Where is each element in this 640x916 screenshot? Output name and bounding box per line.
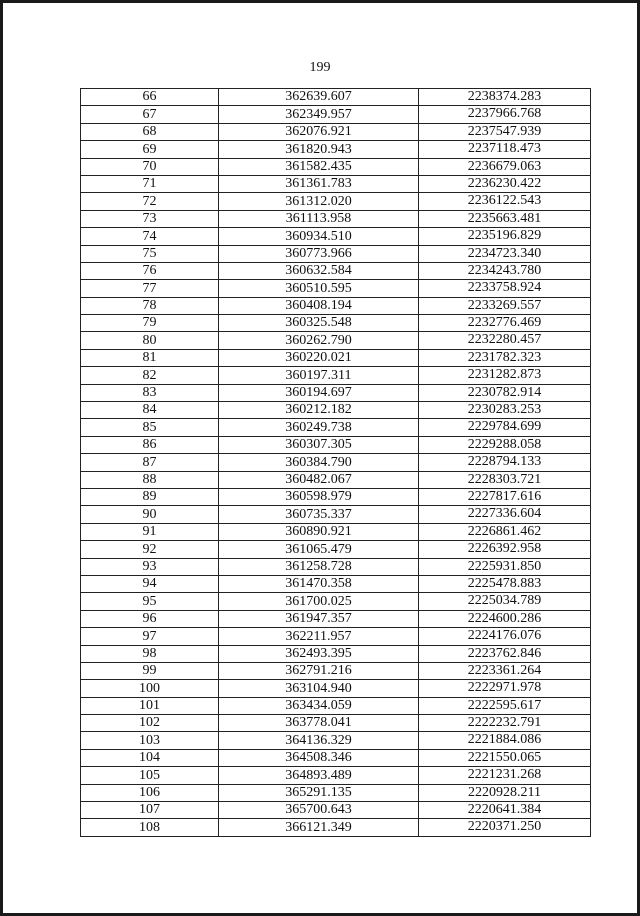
coordinate-table	[80, 88, 591, 837]
x-coordinate-cell: 362076.921	[219, 123, 419, 140]
table-row	[81, 749, 591, 766]
table-row	[81, 384, 591, 401]
y-coordinate-cell: 2234243.780	[419, 262, 591, 279]
y-coordinate-cell: 2223762.846	[419, 645, 591, 662]
point-number-cell: 72	[81, 193, 219, 210]
y-coordinate-cell: 2220928.211	[419, 784, 591, 801]
x-coordinate-cell: 365291.135	[219, 784, 419, 801]
point-number-cell: 96	[81, 610, 219, 627]
y-coordinate-cell: 2225034.789	[419, 593, 591, 610]
table-row	[81, 436, 591, 453]
x-coordinate-cell: 360194.697	[219, 384, 419, 401]
y-coordinate-cell: 2228794.133	[419, 454, 591, 471]
point-number-cell: 105	[81, 767, 219, 784]
y-coordinate-cell: 2237118.473	[419, 141, 591, 158]
x-coordinate-cell: 360773.966	[219, 245, 419, 262]
table-row	[81, 645, 591, 662]
table-row	[81, 228, 591, 245]
x-coordinate-cell: 361470.358	[219, 575, 419, 592]
y-coordinate-cell: 2234723.340	[419, 245, 591, 262]
x-coordinate-cell: 360482.067	[219, 471, 419, 488]
y-coordinate-cell: 2224176.076	[419, 628, 591, 645]
y-coordinate-cell: 2235663.481	[419, 210, 591, 227]
table-row	[81, 697, 591, 714]
table-row	[81, 349, 591, 366]
y-coordinate-cell: 2233758.924	[419, 280, 591, 297]
point-number-cell: 99	[81, 662, 219, 679]
x-coordinate-cell: 361113.958	[219, 210, 419, 227]
y-coordinate-cell: 2232280.457	[419, 332, 591, 349]
table-row	[81, 610, 591, 627]
x-coordinate-cell: 364508.346	[219, 749, 419, 766]
x-coordinate-cell: 360632.584	[219, 262, 419, 279]
table-row	[81, 593, 591, 610]
table-row	[81, 767, 591, 784]
y-coordinate-cell: 2226392.958	[419, 541, 591, 558]
table-row	[81, 262, 591, 279]
table-row	[81, 506, 591, 523]
x-coordinate-cell: 362791.216	[219, 662, 419, 679]
table-row	[81, 123, 591, 140]
x-coordinate-cell: 361820.943	[219, 141, 419, 158]
table-row	[81, 297, 591, 314]
table-row	[81, 193, 591, 210]
table-row	[81, 419, 591, 436]
point-number-cell: 75	[81, 245, 219, 262]
table-row	[81, 106, 591, 123]
point-number-cell: 71	[81, 175, 219, 192]
x-coordinate-cell: 360262.790	[219, 332, 419, 349]
point-number-cell: 77	[81, 280, 219, 297]
y-coordinate-cell: 2227817.616	[419, 488, 591, 505]
point-number-cell: 97	[81, 628, 219, 645]
point-number-cell: 80	[81, 332, 219, 349]
y-coordinate-cell: 2222971.978	[419, 680, 591, 697]
point-number-cell: 86	[81, 436, 219, 453]
point-number-cell: 73	[81, 210, 219, 227]
point-number-cell: 106	[81, 784, 219, 801]
scan-border-left	[0, 0, 3, 916]
x-coordinate-cell: 365700.643	[219, 802, 419, 819]
point-number-cell: 85	[81, 419, 219, 436]
table-row	[81, 158, 591, 175]
point-number-cell: 107	[81, 802, 219, 819]
x-coordinate-cell: 360598.979	[219, 488, 419, 505]
point-number-cell: 83	[81, 384, 219, 401]
point-number-cell: 89	[81, 488, 219, 505]
point-number-cell: 84	[81, 402, 219, 419]
table-row	[81, 471, 591, 488]
point-number-cell: 90	[81, 506, 219, 523]
x-coordinate-cell: 360220.021	[219, 349, 419, 366]
y-coordinate-cell: 2225478.883	[419, 575, 591, 592]
x-coordinate-cell: 362349.957	[219, 106, 419, 123]
table-row	[81, 280, 591, 297]
point-number-cell: 69	[81, 141, 219, 158]
x-coordinate-cell: 363104.940	[219, 680, 419, 697]
point-number-cell: 101	[81, 697, 219, 714]
y-coordinate-cell: 2237547.939	[419, 123, 591, 140]
point-number-cell: 78	[81, 297, 219, 314]
x-coordinate-cell: 362211.957	[219, 628, 419, 645]
x-coordinate-cell: 363778.041	[219, 715, 419, 732]
table-row	[81, 315, 591, 332]
y-coordinate-cell: 2230782.914	[419, 384, 591, 401]
y-coordinate-cell: 2222595.617	[419, 697, 591, 714]
scan-border-top	[0, 0, 640, 3]
point-number-cell: 68	[81, 123, 219, 140]
y-coordinate-cell: 2228303.721	[419, 471, 591, 488]
y-coordinate-cell: 2227336.604	[419, 506, 591, 523]
table-row	[81, 558, 591, 575]
y-coordinate-cell: 2226861.462	[419, 523, 591, 540]
x-coordinate-cell: 360212.182	[219, 402, 419, 419]
y-coordinate-cell: 2232776.469	[419, 315, 591, 332]
table-row	[81, 245, 591, 262]
x-coordinate-cell: 366121.349	[219, 819, 419, 836]
point-number-cell: 100	[81, 680, 219, 697]
table-row	[81, 89, 591, 106]
y-coordinate-cell: 2238374.283	[419, 89, 591, 106]
x-coordinate-cell: 361947.357	[219, 610, 419, 627]
point-number-cell: 93	[81, 558, 219, 575]
table-row	[81, 541, 591, 558]
y-coordinate-cell: 2236122.543	[419, 193, 591, 210]
y-coordinate-cell: 2230283.253	[419, 402, 591, 419]
x-coordinate-cell: 360197.311	[219, 367, 419, 384]
point-number-cell: 98	[81, 645, 219, 662]
x-coordinate-cell: 364893.489	[219, 767, 419, 784]
point-number-cell: 102	[81, 715, 219, 732]
y-coordinate-cell: 2231282.873	[419, 367, 591, 384]
y-coordinate-cell: 2221231.268	[419, 767, 591, 784]
page-number: 199	[309, 60, 331, 75]
x-coordinate-cell: 360307.305	[219, 436, 419, 453]
y-coordinate-cell: 2229288.058	[419, 436, 591, 453]
y-coordinate-cell: 2229784.699	[419, 419, 591, 436]
table-row	[81, 402, 591, 419]
x-coordinate-cell: 360249.738	[219, 419, 419, 436]
x-coordinate-cell: 361312.020	[219, 193, 419, 210]
table-row	[81, 575, 591, 592]
table-row	[81, 662, 591, 679]
x-coordinate-cell: 361700.025	[219, 593, 419, 610]
x-coordinate-cell: 361582.435	[219, 158, 419, 175]
x-coordinate-cell: 360735.337	[219, 506, 419, 523]
point-number-cell: 91	[81, 523, 219, 540]
x-coordinate-cell: 360890.921	[219, 523, 419, 540]
point-number-cell: 92	[81, 541, 219, 558]
table-row	[81, 715, 591, 732]
table-row	[81, 332, 591, 349]
x-coordinate-cell: 363434.059	[219, 697, 419, 714]
coordinate-table-body	[81, 89, 591, 837]
table-row	[81, 141, 591, 158]
x-coordinate-cell: 360934.510	[219, 228, 419, 245]
point-number-cell: 79	[81, 315, 219, 332]
y-coordinate-cell: 2224600.286	[419, 610, 591, 627]
table-row	[81, 819, 591, 836]
y-coordinate-cell: 2221884.086	[419, 732, 591, 749]
y-coordinate-cell: 2223361.264	[419, 662, 591, 679]
x-coordinate-cell: 361258.728	[219, 558, 419, 575]
x-coordinate-cell: 361361.783	[219, 175, 419, 192]
y-coordinate-cell: 2237966.768	[419, 106, 591, 123]
point-number-cell: 81	[81, 349, 219, 366]
point-number-cell: 95	[81, 593, 219, 610]
y-coordinate-cell: 2233269.557	[419, 297, 591, 314]
y-coordinate-cell: 2221550.065	[419, 749, 591, 766]
y-coordinate-cell: 2236679.063	[419, 158, 591, 175]
point-number-cell: 88	[81, 471, 219, 488]
y-coordinate-cell: 2231782.323	[419, 349, 591, 366]
table-row	[81, 175, 591, 192]
table-row	[81, 488, 591, 505]
table-row	[81, 784, 591, 801]
table-row	[81, 680, 591, 697]
x-coordinate-cell: 362639.607	[219, 89, 419, 106]
point-number-cell: 76	[81, 262, 219, 279]
y-coordinate-cell: 2220641.384	[419, 802, 591, 819]
x-coordinate-cell: 360408.194	[219, 297, 419, 314]
table-row	[81, 802, 591, 819]
table-row	[81, 454, 591, 471]
point-number-cell: 70	[81, 158, 219, 175]
y-coordinate-cell: 2225931.850	[419, 558, 591, 575]
x-coordinate-cell: 362493.395	[219, 645, 419, 662]
x-coordinate-cell: 364136.329	[219, 732, 419, 749]
x-coordinate-cell: 360510.595	[219, 280, 419, 297]
point-number-cell: 103	[81, 732, 219, 749]
y-coordinate-cell: 2220371.250	[419, 819, 591, 836]
point-number-cell: 66	[81, 89, 219, 106]
y-coordinate-cell: 2222232.791	[419, 715, 591, 732]
x-coordinate-cell: 361065.479	[219, 541, 419, 558]
point-number-cell: 94	[81, 575, 219, 592]
table-row	[81, 367, 591, 384]
table-row	[81, 628, 591, 645]
point-number-cell: 87	[81, 454, 219, 471]
point-number-cell: 104	[81, 749, 219, 766]
x-coordinate-cell: 360384.790	[219, 454, 419, 471]
table-row	[81, 732, 591, 749]
point-number-cell: 108	[81, 819, 219, 836]
table-row	[81, 523, 591, 540]
table-row	[81, 210, 591, 227]
point-number-cell: 82	[81, 367, 219, 384]
y-coordinate-cell: 2236230.422	[419, 175, 591, 192]
point-number-cell: 74	[81, 228, 219, 245]
y-coordinate-cell: 2235196.829	[419, 228, 591, 245]
point-number-cell: 67	[81, 106, 219, 123]
x-coordinate-cell: 360325.548	[219, 315, 419, 332]
